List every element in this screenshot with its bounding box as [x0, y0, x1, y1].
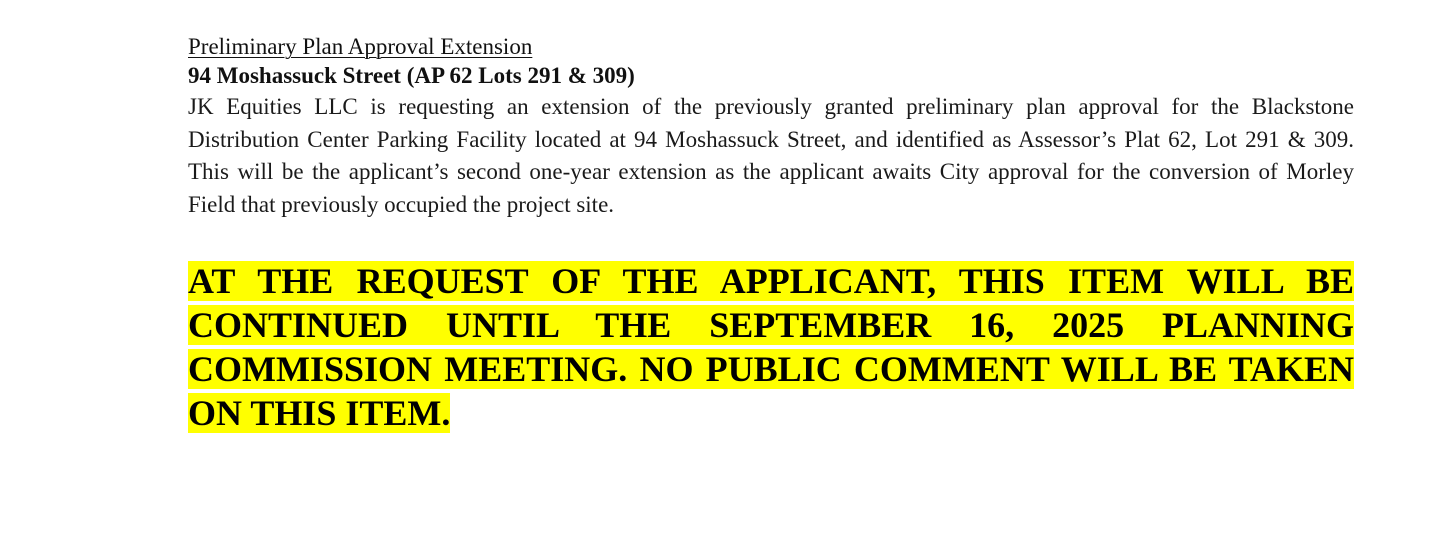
item-heading: Preliminary Plan Approval Extension	[188, 34, 533, 59]
item-address: 94 Moshassuck Street (AP 62 Lots 291 & 309)	[188, 63, 635, 88]
agenda-item	[188, 33, 1354, 435]
item-description: JK Equities LLC is requesting an extension of the previously granted preliminary plan approval for the Blackstone Distribution Center Parking Facility located at 94 Moshassuck Street, and identified as Assessor’s Plat 62, Lot 291 & 309. This will be the applicant’s second one-year extension as the applicant awaits City approval for the conversion of Morley Field that previously occupied the project site.	[188, 94, 1354, 217]
highlighted-notice-text: AT THE REQUEST OF THE APPLICANT, THIS ITEM WILL BE CONTINUED UNTIL THE SEPTEMBER 16, 2025 PLANNING COMMISSION MEETING. NO PUBLIC COMMENT WILL BE TAKEN ON THIS ITEM.	[188, 261, 1354, 433]
continuance-notice	[188, 259, 1354, 435]
